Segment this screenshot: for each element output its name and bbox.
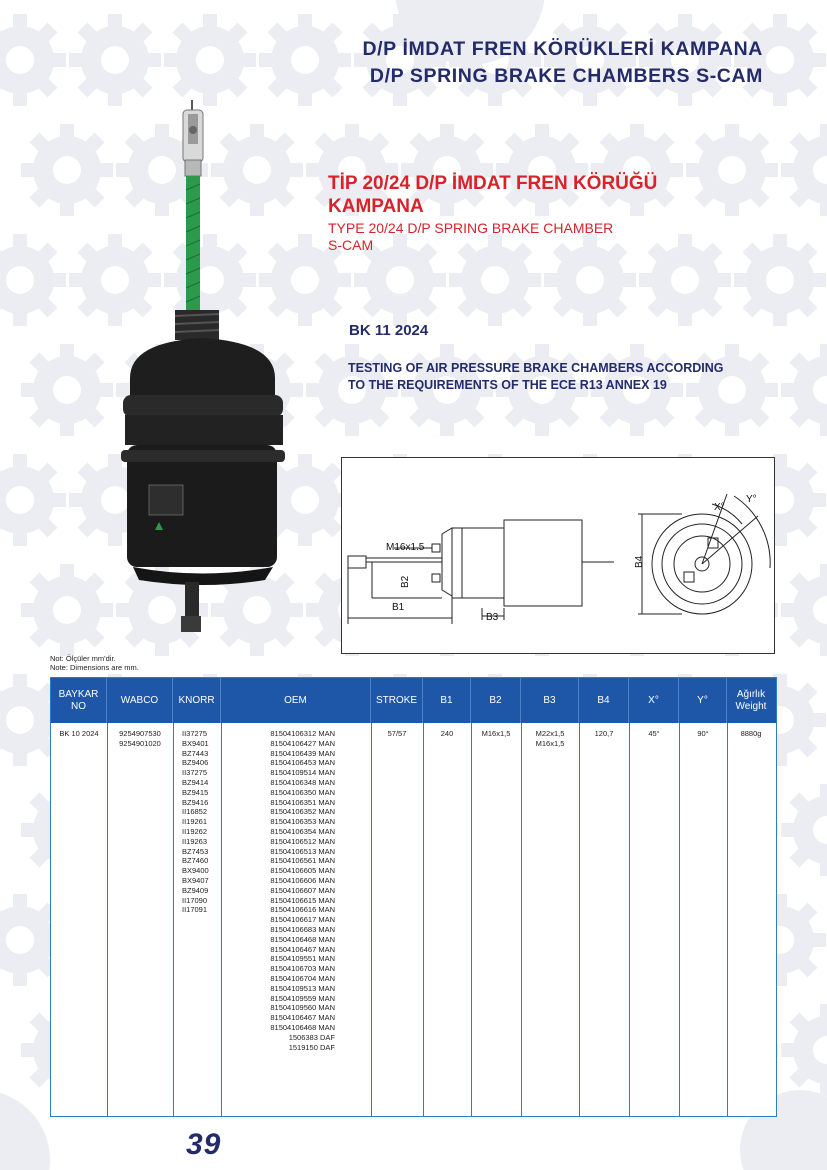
th-b2: B2 — [471, 678, 521, 723]
background-gear-icon — [781, 564, 827, 656]
th-b3: B3 — [521, 678, 579, 723]
col-divider — [727, 723, 728, 1116]
header-title-en: D/P SPRING BRAKE CHAMBERS S-CAM — [369, 65, 763, 87]
cell-stroke: 57/57 — [387, 729, 407, 738]
testing-note — [348, 360, 788, 394]
th-stroke: STROKE — [371, 678, 423, 723]
th-weight: Ağırlık Weight — [735, 688, 767, 712]
product-code: BK 11 2024 — [349, 322, 429, 339]
drawing-label-thread: M16x1.5 — [386, 542, 425, 553]
cell-weight: 8880g — [740, 729, 762, 738]
background-gear-icon — [781, 124, 827, 216]
drawing-label-b4: B4 — [634, 555, 645, 568]
th-baykar-no: BAYKAR NO — [51, 678, 107, 723]
col-divider — [679, 723, 680, 1116]
th-b4: B4 — [579, 678, 629, 723]
background-gear-icon — [21, 124, 113, 216]
cell-b1: 240 — [440, 729, 454, 738]
drawing-label-b1: B1 — [392, 602, 405, 613]
background-gear-icon — [0, 14, 66, 106]
technical-drawing-svg — [342, 458, 774, 653]
drawing-label-x: X° — [714, 502, 725, 513]
background-gear-icon — [781, 784, 827, 876]
testing-line-2: TO THE REQUIREMENTS OF THE ECE R13 ANNEX 19 — [348, 378, 667, 392]
th-y: Y° — [679, 678, 727, 723]
background-gear-icon — [0, 454, 66, 546]
cell-wabco: 9254907530 9254901020 — [119, 729, 161, 748]
spec-table — [50, 677, 777, 1117]
col-divider — [107, 723, 108, 1116]
note-en: Note: Dimensions are mm. — [50, 663, 139, 672]
testing-line-1: TESTING OF AIR PRESSURE BRAKE CHAMBERS ACCORDING — [348, 361, 724, 375]
product-title-en-line2: S-CAM — [328, 237, 374, 253]
th-oem: OEM — [221, 678, 371, 723]
dimension-notes — [50, 654, 139, 672]
cell-b2: M16x1,5 — [481, 729, 511, 738]
drawing-label-y: Y° — [746, 494, 757, 505]
cell-oem: 81504106312 MAN 81504106427 MAN 81504106439 MAN 81504106453 MAN 81504109514 MAN 81504106348 MAN 81504106350 MAN 81504106351 MAN 81504106352 MAN 81504106353 MAN 81504106354 MAN 81504106512 MAN 81504106513 MAN 81504106561 MAN 81504106605 MAN 81504106606 MAN 81504106607 MAN 81504106615 MAN 81504106616 MAN 81504106617 MAN 81504106683 MAN 81504106468 MAN 81504106467 MAN 81504109551 MAN 81504106703 MAN 81504106704 MAN 81504109513 MAN 81504109559 MAN 81504109560 MAN 81504106467 MAN 81504106468 MAN 1506383 DAF 1519150 DAF — [270, 729, 335, 1052]
th-b1: B1 — [423, 678, 471, 723]
cell-knorr: II37275 BX9401 BZ7443 BZ9406 II37275 BZ9414 BZ9415 BZ9416 II16852 II19261 II19262 II19263 BZ7453 BZ7460 BX9400 BX9407 BZ9409 II17090 II17091 — [182, 729, 209, 915]
drawing-label-b3: B3 — [486, 612, 499, 623]
technical-drawing — [341, 457, 775, 654]
cell-y: 90° — [697, 729, 709, 738]
product-title-tr-line2: KAMPANA — [328, 196, 424, 217]
background-gear-icon — [259, 14, 351, 106]
background-gear-icon — [781, 1004, 827, 1096]
col-divider — [471, 723, 472, 1116]
th-wabco: WABCO — [107, 678, 173, 723]
spring-brake-chamber-photo — [115, 100, 290, 640]
cell-baykar-no: BK 10 2024 — [59, 729, 99, 738]
col-divider — [579, 723, 580, 1116]
note-tr: Not: Ölçüler mm'dir. — [50, 654, 116, 663]
background-gear-icon — [69, 14, 161, 106]
background-gear-icon — [21, 564, 113, 656]
drawing-label-b2: B2 — [400, 575, 411, 588]
table-header-row — [51, 678, 776, 723]
cell-b4: 120,7 — [594, 729, 614, 738]
th-x: X° — [629, 678, 679, 723]
cell-x: 45° — [648, 729, 660, 738]
background-gear-icon — [164, 14, 256, 106]
product-title-block — [328, 172, 748, 254]
col-divider — [629, 723, 630, 1116]
col-divider — [521, 723, 522, 1116]
cell-b3: M22x1,5 M16x1,5 — [535, 729, 565, 748]
col-divider — [423, 723, 424, 1116]
page-header — [362, 36, 763, 90]
product-title-en-line1: TYPE 20/24 D/P SPRING BRAKE CHAMBER — [328, 220, 614, 236]
background-gear-icon — [0, 234, 66, 326]
col-divider — [371, 723, 372, 1116]
product-title-tr-line1: TİP 20/24 D/P İMDAT FREN KÖRÜĞÜ — [328, 173, 658, 194]
background-gear-icon — [21, 344, 113, 436]
page-number: 39 — [186, 1128, 222, 1161]
header-title-tr: D/P İMDAT FREN KÖRÜKLERİ KAMPANA — [362, 38, 763, 60]
th-knorr: KNORR — [173, 678, 221, 723]
